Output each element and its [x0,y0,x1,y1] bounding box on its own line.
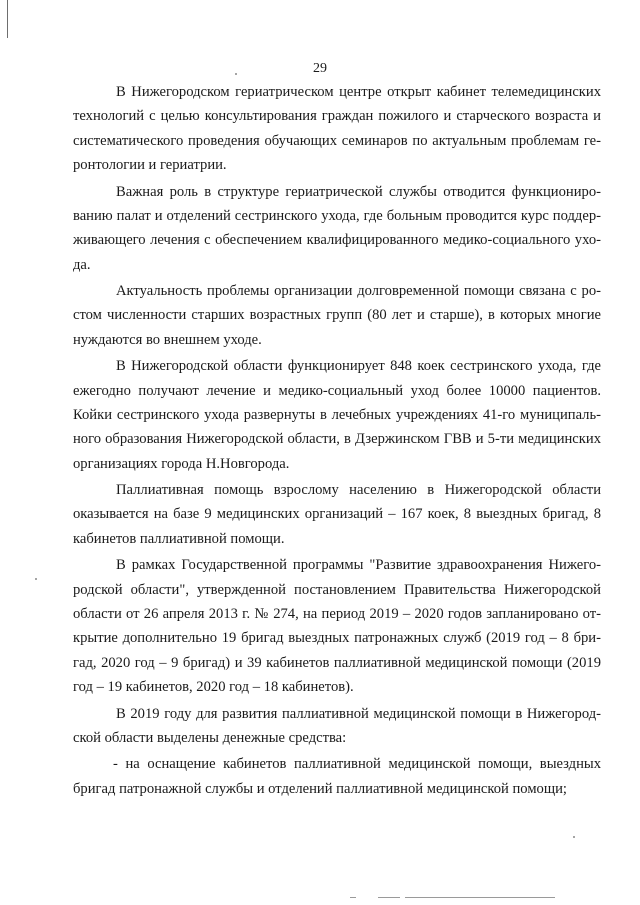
scan-speck [35,578,37,580]
bottom-scan-mark [405,897,555,898]
bottom-scan-mark [378,897,400,898]
page-number: 29 [313,61,327,76]
scan-speck [235,73,237,75]
bottom-scan-mark [350,897,356,898]
document-body [73,80,601,803]
paragraph-telemedicine-cabinet: В Нижегородском гериатрическом центре открыт кабинет телемедицинских технологий с целью консультирования граждан пожилого и старческого возраста и систематического проведения обучающих семинаров по актуальным проблемам геронтологии и гериатрии. [73,84,601,174]
paragraph-funds-2019: В 2019 году для развития паллиативной медицинской помощи в Нижегородской области выделены денежные средства: [73,705,601,746]
paragraph-nursing-beds: В Нижегородской области функционирует 848 коек сестринского ухода, где ежегодно получают лечение и медико-социальный уход более 10000 пациентов. Койки сестринского ухода развернуты в лечебных учреждениях 41-го муниципального образования Нижегородской области, в Дзержинском ГВВ и 5-ти медицинских организациях города Н.Новгорода. [73,358,601,472]
list-item-equipment: - на оснащение кабинетов паллиативной медицинской помощи, выездных бригад патронажной службы и отделений паллиативной медицинской помощи; [73,756,601,797]
paragraph-nursing-wards-role: Важная роль в структуре гериатрической службы отводится функционированию палат и отделений сестринского ухода, где больным проводится курс поддерживающего лечения с обеспечением квалифицированного медико-социального ухода. [73,183,601,273]
paragraph-long-term-care-relevance: Актуальность проблемы организации долговременной помощи связана с ростом численности старших возрастных групп (80 лет и старше), в которых многие нуждаются во внешнем уходе. [73,283,601,348]
scan-speck [573,836,575,838]
paragraph-palliative-adults: Паллиативная помощь взрослому населению в Нижегородской области оказывается на базе 9 медицинских организаций – 167 коек, 8 выездных бригад, 8 кабинетов паллиативной помощи. [73,482,601,547]
paragraph-state-program: В рамках Государственной программы "Развитие здравоохранения Нижегородской области", утвержденной постановлением Правительства Нижегородской области от 26 апреля 2013 г. № 274, на период 2019 – 2020 годов запланировано открытие дополнительно 19 бригад выездных патронажных служб (2019 год – 8 бригад, 2020 год – 9 бригад) и 39 кабинетов паллиативной медицинской помощи (2019 год – 19 кабинетов, 2020 год – 18 кабинетов). [73,557,601,696]
scan-edge-line [7,0,8,38]
